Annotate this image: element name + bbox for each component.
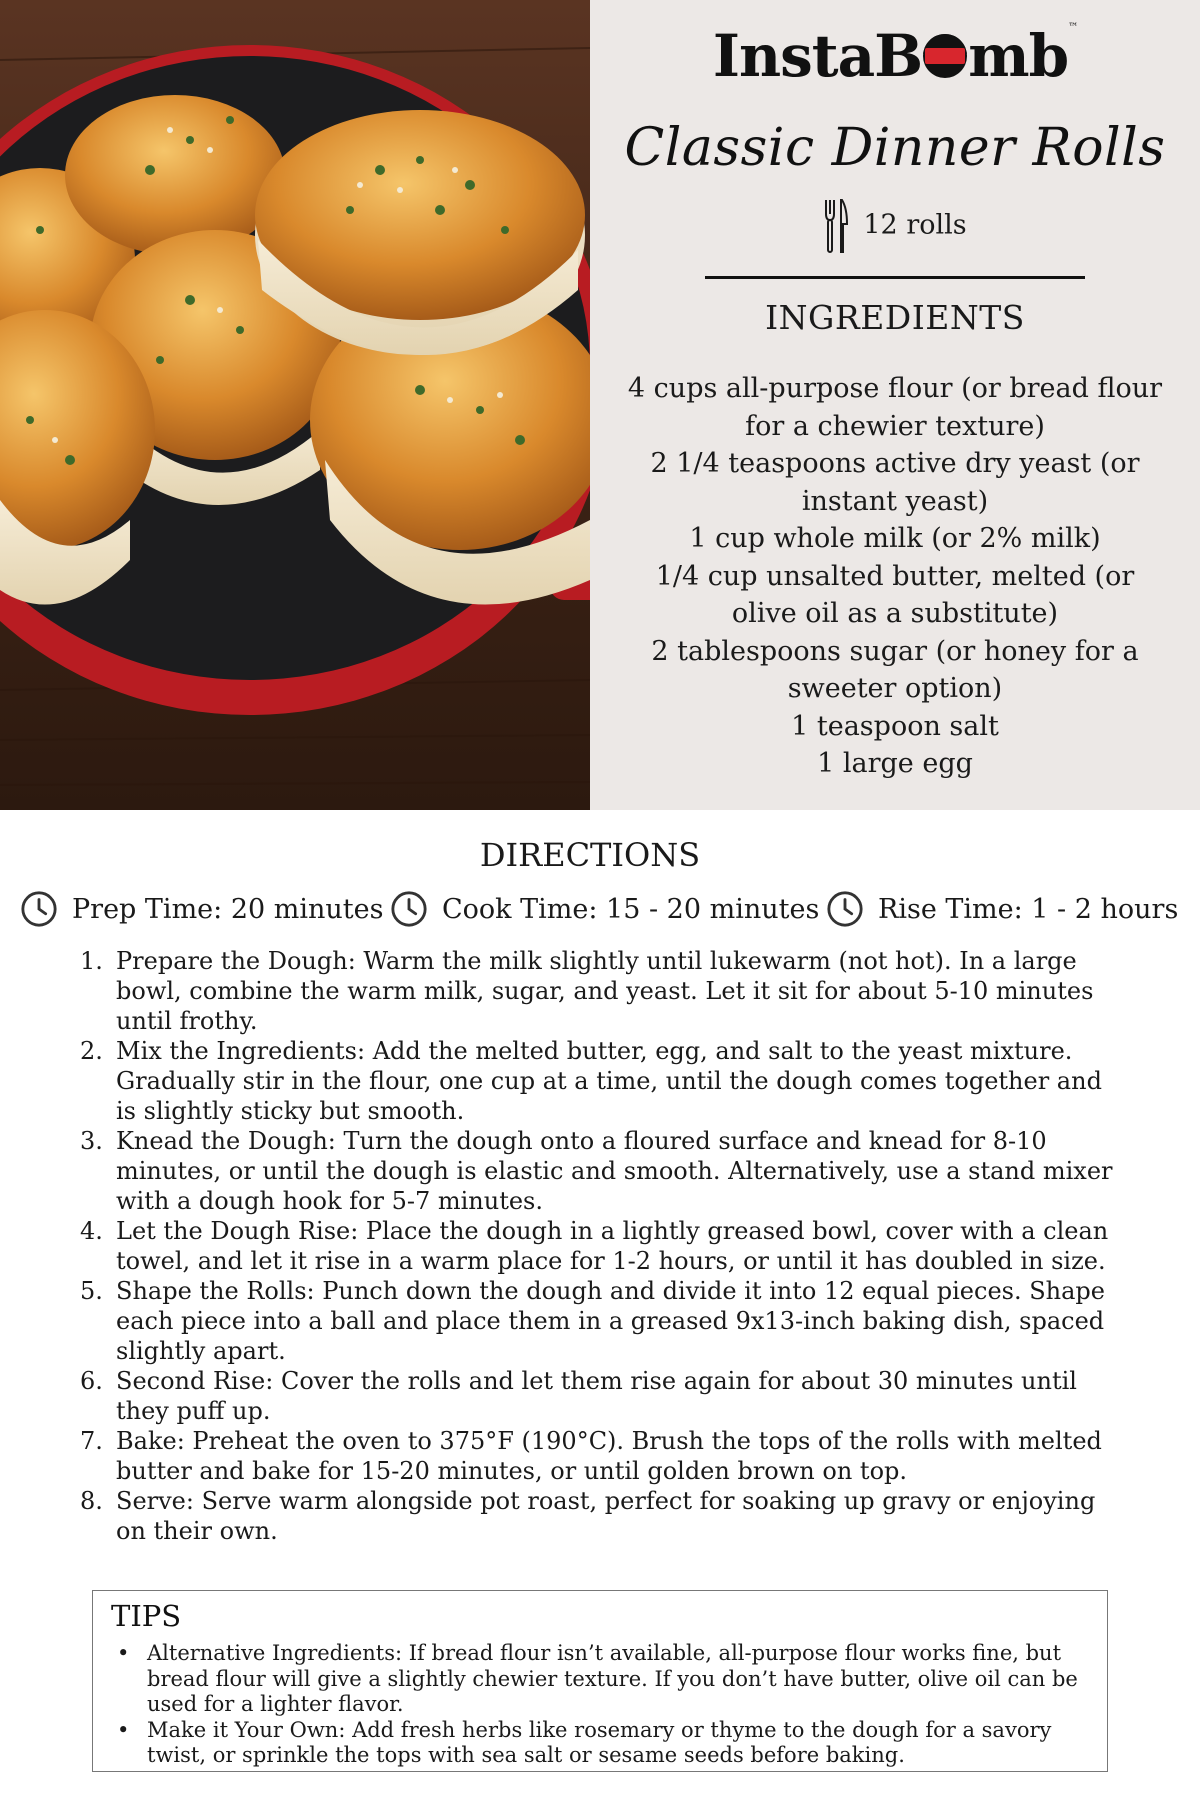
- step-number: 4.: [80, 1217, 103, 1245]
- step-number: 3.: [80, 1127, 103, 1155]
- prep-time: [20, 884, 383, 934]
- dinner-rolls-photo: [0, 0, 590, 810]
- clock-icon: [20, 890, 58, 928]
- direction-step: [80, 1276, 1120, 1366]
- recipe-summary-panel: [590, 0, 1200, 810]
- tips-list: [147, 1641, 1097, 1769]
- step-text: Prepare the Dough: Warm the milk slightly until lukewarm (not hot). In a large bowl, combine the warm milk, sugar, and yeast. Let it sit for about 5-10 minutes until frothy.: [116, 947, 1094, 1035]
- direction-step: [80, 1216, 1120, 1276]
- step-text: Second Rise: Cover the rolls and let them rise again for about 30 minutes until they puff up.: [116, 1367, 1077, 1425]
- bomb-icon: [923, 34, 967, 78]
- ingredient-item: 1 cup whole milk (or 2% milk): [689, 523, 1101, 554]
- rise-time: [826, 884, 1178, 934]
- ingredients-heading: INGREDIENTS: [765, 298, 1025, 337]
- servings-label: 12 rolls: [863, 209, 967, 241]
- recipe-title: Classic Dinner Rolls: [624, 118, 1166, 178]
- step-number: 1.: [80, 947, 103, 975]
- tips-heading: TIPS: [111, 1599, 182, 1633]
- ingredient-item: 2 1/4 teaspoons active dry yeast (or instant yeast): [650, 448, 1140, 517]
- tips-box: [92, 1590, 1108, 1772]
- step-text: Shape the Rolls: Punch down the dough and divide it into 12 equal pieces. Shape each piece into a ball and place them in a greased 9x13-inch baking dish, spaced slightly apart.: [116, 1277, 1105, 1365]
- brand-suffix: mb: [968, 22, 1069, 90]
- step-number: 7.: [80, 1427, 103, 1455]
- trademark: ™: [1068, 22, 1078, 33]
- ingredient-item: 4 cups all-purpose flour (or bread flour for a chewier texture): [627, 373, 1163, 442]
- step-text: Let the Dough Rise: Place the dough in a lightly greased bowl, cover with a clean towel, and let it rise in a warm place for 1-2 hours, or until it has doubled in size.: [116, 1217, 1109, 1275]
- direction-step: [80, 1426, 1120, 1486]
- step-text: Serve: Serve warm alongside pot roast, perfect for soaking up gravy or enjoying on their own.: [116, 1487, 1096, 1545]
- step-number: 8.: [80, 1487, 103, 1515]
- ingredient-item: 2 tablespoons sugar (or honey for a sweeter option): [651, 635, 1139, 704]
- tip-item: • Alternative Ingredients: If bread flour isn’t available, all-purpose flour works fine, but bread flour will give a slightly chewier texture. If you don’t have butter, olive oil can be used for a lighter flavor.: [147, 1641, 1097, 1718]
- ingredient-item: 1 large egg: [817, 748, 973, 779]
- ingredients-list: [620, 370, 1170, 783]
- tip-item: • Make it Your Own: Add fresh herbs like rosemary or thyme to the dough for a savory twist, or sprinkle the tops with sea salt or sesame seeds before baking.: [147, 1718, 1097, 1769]
- cook-time: [390, 884, 819, 934]
- clock-icon: [390, 890, 428, 928]
- direction-step: [80, 946, 1120, 1036]
- step-number: 6.: [80, 1367, 103, 1395]
- step-number: 2.: [80, 1037, 103, 1065]
- rise-time-label: Rise Time: 1 - 2 hours: [878, 893, 1179, 925]
- direction-step: [80, 1486, 1120, 1546]
- step-number: 5.: [80, 1277, 103, 1305]
- ingredient-item: 1/4 cup unsalted butter, melted (or olive oil as a substitute): [655, 560, 1135, 629]
- fork-knife-icon: [823, 198, 849, 254]
- direction-step: [80, 1366, 1120, 1426]
- cook-time-label: Cook Time: 15 - 20 minutes: [442, 893, 820, 925]
- header-section: [0, 0, 1200, 810]
- prep-time-label: Prep Time: 20 minutes: [72, 893, 384, 925]
- time-summary: [20, 884, 1180, 934]
- step-text: Knead the Dough: Turn the dough onto a floured surface and knead for 8-10 minutes, or until the dough is elastic and smooth. Alternatively, use a stand mixer with a dough hook for 5-7 minutes.: [116, 1127, 1113, 1215]
- clock-icon: [826, 890, 864, 928]
- servings: [590, 198, 1200, 254]
- brand-logo: [590, 22, 1200, 90]
- step-text: Mix the Ingredients: Add the melted butter, egg, and salt to the yeast mixture. Gradually stir in the flour, one cup at a time, until the dough comes together and is slightly sticky but smooth.: [116, 1037, 1102, 1125]
- ingredient-item: 1 teaspoon salt: [791, 710, 999, 742]
- directions-list: [80, 946, 1120, 1546]
- step-text: Bake: Preheat the oven to 375°F (190°C). Brush the tops of the rolls with melted butter and bake for 15-20 minutes, or until golden brown on top.: [116, 1427, 1102, 1485]
- direction-step: [80, 1036, 1120, 1126]
- direction-step: [80, 1126, 1120, 1216]
- directions-heading: DIRECTIONS: [479, 836, 701, 874]
- divider: [705, 276, 1085, 279]
- brand-prefix: InstaB: [712, 22, 923, 90]
